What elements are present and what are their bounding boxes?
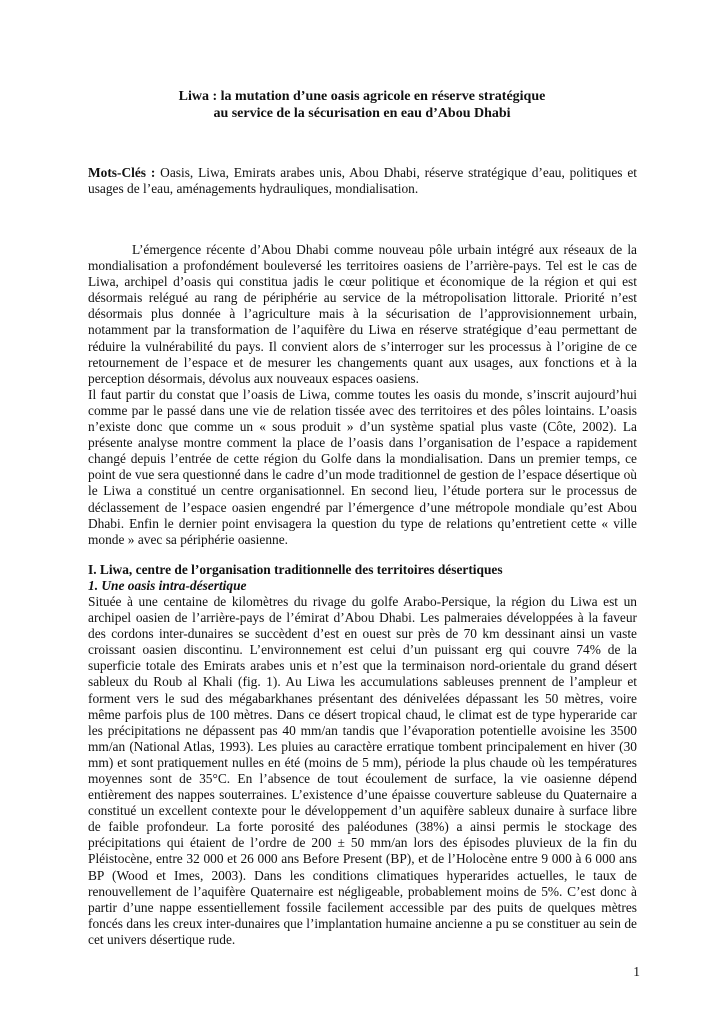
intro-paragraph-1: L’émergence récente d’Abou Dhabi comme nouveau pôle urbain intégré aux réseaux de la mondialisation a profondément bouleversé les territoires oasiens de l’arrière-pays. Tel est le cas de Liwa, archipel d’oasis qui constitua jadis le cœur politique et économique de la région et qui est désormais relégué au rang de périphérie au service de la métropolisation littorale. Priorité n’est désormais plus donnée à l’agriculture mais à la sécurisation de l’approvisionnement urbain, notamment par la transformation de l’aquifère du Liwa en réserve stratégique d’eau permettant de réduire la vulnérabilité du pays. Il convient alors de s’interroger sur les processus à l’origine de ce retournement de l’espace et de mesurer les changements quant aux usages, aux fonctions et à la perception désormais, dévolus aux nouveaux espaces oasiens. bbox=[88, 242, 637, 386]
body-text bbox=[88, 242, 637, 948]
page-number: 1 bbox=[633, 964, 640, 979]
paper-title bbox=[60, 88, 664, 122]
subsection-heading: 1. Une oasis intra-désertique bbox=[88, 577, 247, 593]
keywords-text: Oasis, Liwa, Emirats arabes unis, Abou Dhabi, réserve stratégique d’eau, politiques et usages de l’eau, aménagements hydrauliques, mondialisation. bbox=[88, 165, 637, 197]
section-heading: I. Liwa, centre de l’organisation traditionnelle des territoires désertiques bbox=[88, 561, 503, 577]
keywords-label: Mots-Clés : bbox=[88, 165, 156, 180]
title-line-2: au service de la sécurisation en eau d’Abou Dhabi bbox=[213, 106, 511, 121]
title-line-1: Liwa : la mutation d’une oasis agricole en réserve stratégique bbox=[178, 89, 546, 104]
section-paragraph: Située à une centaine de kilomètres du rivage du golfe Arabo-Persique, la région du Liwa est un archipel oasien de l’arrière-pays de l’émirat d’Abou Dhabi. Les palmeraies développées à la faveur des cordons inter-dunaires se succèdent d’est en ouest sur près de 70 km dessinant ainsi un vaste croissant oasien discontinu. L’environnement est celui d’un puissant erg qui couvre 74% de la superficie totale des Emirats arabes unis et n’est que la terminaison nord-orientale du grand désert sableux du Roub al Khali (fig. 1). Au Liwa les accumulations sableuses prennent de l’ampleur et forment vers le sud des mégabarkhanes présentant des dénivelées dépassant les 50 mètres, voire même parfois plus de 100 mètres. Dans ce désert tropical chaud, le climat est de type hyperaride car les précipitations ne dépassent pas 40 mm/an tandis que l’évaporation potentielle avoisine les 3500 mm/an (National Atlas, 1993). Les pluies au caractère erratique tombent principalement en hiver (30 mm) et sont pratiquement nulles en été (moins de 5 mm), période la plus chaude où les températures moyennes sont de 35°C. En l’absence de tout écoulement de surface, la vie oasienne dépend entièrement des nappes souterraines. L’existence d’une épaisse couverture sableuse du Quaternaire a constitué un excellent contexte pour le développement d’un aquifère sableux dunaire à surface libre de faible profondeur. La forte porosité des paléodunes (38%) a ainsi permis le stockage des précipitations qui étaient de l’ordre de 200 ± 50 mm/an lors des épisodes pluvieux de la fin du Pléistocène, entre 32 000 et 26 000 ans Before Present (BP), et de l’Holocène entre 9 000 à 6 000 ans BP (Wood et Imes, 2003). Dans les conditions climatiques hyperarides actuelles, le taux de renouvellement de l’aquifère Quaternaire est négligeable, probablement moins de 5%. C’est donc à partir d’une nappe essentiellement fossile facilement accessible par des puits de quelques mètres foncés dans les creux inter-dunaires que l’implantation humaine ancienne a pu se constituer au sein de cet univers désertique rude. bbox=[88, 593, 637, 947]
keywords-block bbox=[88, 165, 637, 197]
intro-paragraph-2: Il faut partir du constat que l’oasis de Liwa, comme toutes les oasis du monde, s’inscrit aujourd’hui comme par le passé dans une vie de relation tissée avec des territoires et des pôles lointains. L’oasis n’existe donc que comme un « sous produit » d’un système spatial plus vaste (Côte, 2002). La présente analyse montre comment la place de l’oasis dans l’organisation de l’espace a rapidement changé depuis l’entrée de cette région du Golfe dans la mondialisation. Dans un premier temps, ce point de vue sera questionné dans le cadre d’un mode traditionnel de gestion de l’espace désertique où le Liwa a constitué un centre organisationnel. En second lieu, l’étude portera sur le processus de déclassement de l’espace oasien engendré par l’émergence d’une métropole mondiale qu’est Abou Dhabi. Enfin le dernier point envisagera la question du type de relations qu’entretient cette « ville monde » avec sa périphérie oasienne. bbox=[88, 386, 637, 547]
